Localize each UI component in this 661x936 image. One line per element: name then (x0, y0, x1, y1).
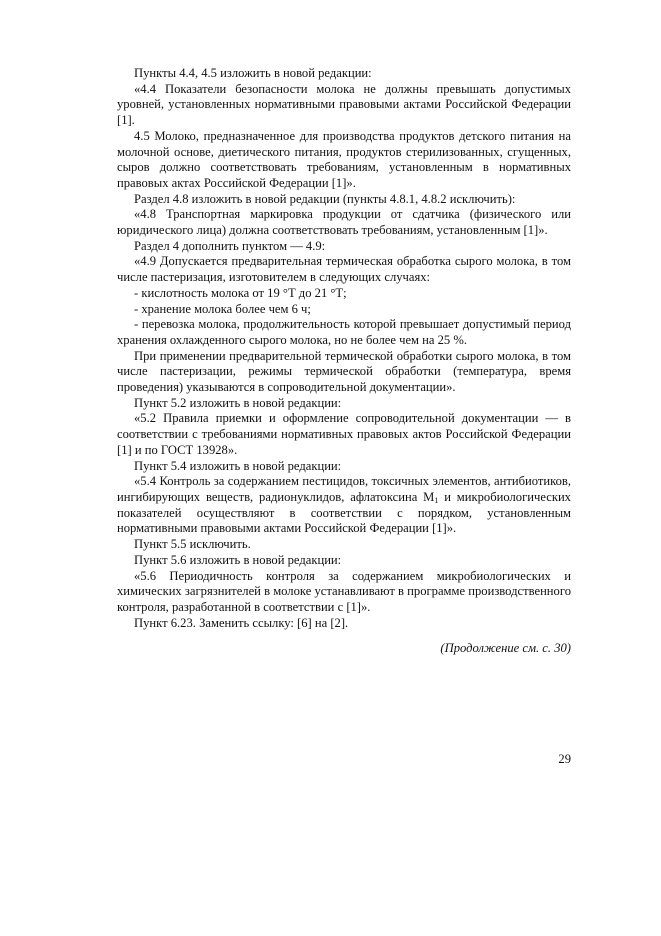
paragraph: Пункт 6.23. Заменить ссылку: [6] на [2]. (134, 615, 349, 630)
paragraph: Раздел 4.8 изложить в новой редакции (пункты 4.8.1, 4.8.2 исключить): (134, 191, 516, 206)
paragraph: Пункт 5.6 изложить в новой редакции: (134, 552, 342, 567)
paragraph: «4.4 Показатели безопасности молока не должны превышать допустимых уровней, установленных нормативными правовыми актами Российской Федерации [1]. (117, 81, 571, 128)
paragraph: Пункт 5.5 исключить. (134, 537, 251, 552)
paragraph: 4.5 Молоко, предназначенное для производства продуктов детского питания на молочной основе, диетического питания, продуктов стерилизованных, сгущенных, сыров должно соответствовать требованиям, установленным в нормативных правовых актах Российской Федерации [1]». (117, 128, 571, 190)
subscript: 1 (434, 495, 439, 505)
paragraph: «4.8 Транспортная маркировка продукции от сдатчика (физического или юридического лица) должна соответствовать требованиям, установленным [1]». (117, 207, 571, 238)
paragraph-5-4-text-a: «5.4 Контроль за содержанием пестицидов, токсичных элементов, антибиотиков, ингибирующих веществ, радионуклидов, афлатоксина M (117, 474, 571, 504)
paragraph: Раздел 4 дополнить пунктом — 4.9: (134, 238, 326, 253)
list-item: - перевозка молока, продолжительность которой превышает допустимый период хранения охлажденного сырого молока, но не более чем на 25 %. (117, 317, 571, 347)
continuation-note: (Продолжение см. с. 30) (440, 641, 571, 656)
paragraph: Пункт 5.2 изложить в новой редакции: (134, 395, 342, 410)
document-body (117, 66, 571, 657)
list-item: - кислотность молока от 19 °Т до 21 °Т; (134, 285, 347, 300)
paragraph: «5.2 Правила приемки и оформление сопроводительной документации — в соответствии с требованиями нормативных правовых актов Российской Федерации [1] и по ГОСТ 13928». (117, 411, 571, 457)
list-item: - хранение молока более чем 6 ч; (134, 301, 311, 316)
paragraph: «5.6 Периодичность контроля за содержанием микробиологических и химических загрязнителей в молоке устанавливают в программе производственного контроля, разработанной в соответствии с [1]». (117, 568, 571, 614)
paragraph: «4.9 Допускается предварительная термическая обработка сырого молока, в том числе пастеризация, изготовителем в следующих случаях: (117, 254, 571, 285)
paragraph-5-4-text-b: и микробиологических показателей осуществляют в соответствии с порядком, установленным нормативными правовыми актами Российской Федерации [1]». (117, 489, 571, 536)
paragraph: Пункт 5.4 изложить в новой редакции: (134, 458, 342, 473)
paragraph: При применении предварительной термической обработки сырого молока, в том числе пастеризации, режимы термической обработки (температура, время проведения) указываются в сопроводительной документации». (117, 348, 571, 395)
paragraph-5-4 (117, 474, 571, 537)
paragraph: Пункты 4.4, 4.5 изложить в новой редакции: (134, 66, 372, 80)
page-number: 29 (558, 752, 571, 766)
